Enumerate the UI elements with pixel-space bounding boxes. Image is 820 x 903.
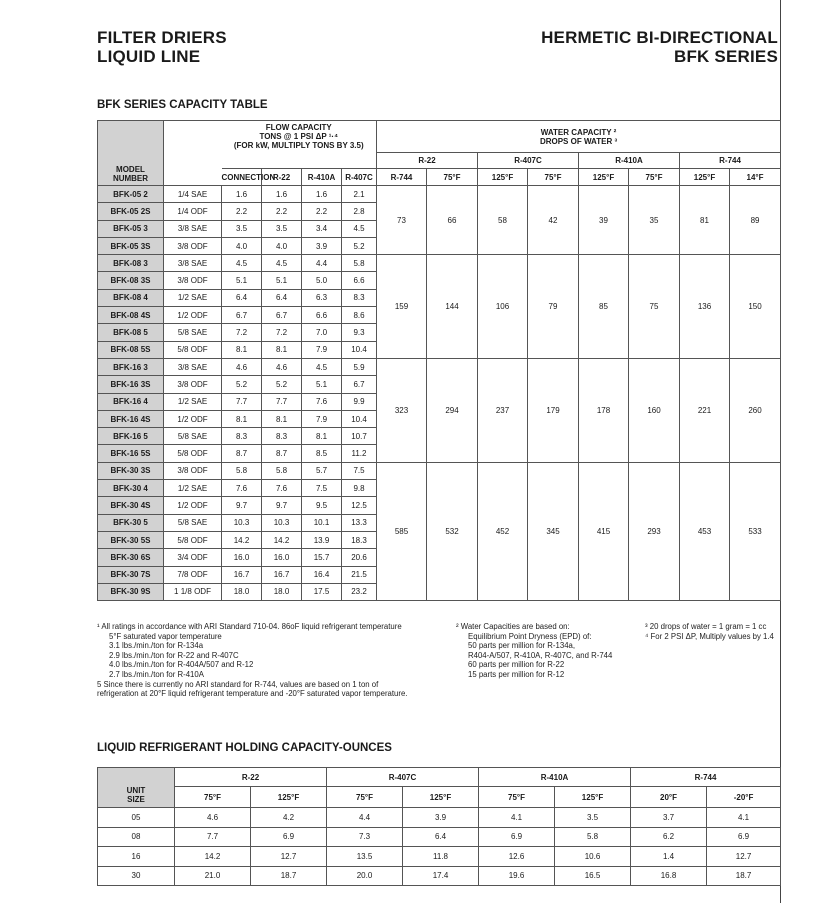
flow-capacity-cell: 6.4 xyxy=(262,289,302,306)
flow-capacity-cell: 18.0 xyxy=(222,583,262,600)
water-capacity-cell: 294 xyxy=(427,358,478,462)
table-row xyxy=(98,255,781,272)
flow-capacity-cell: 7.7 xyxy=(262,393,302,410)
model-number-cell: BFK-30 9S xyxy=(98,583,164,600)
flow-capacity-cell: 2.2 xyxy=(222,203,262,220)
model-number-cell: BFK-30 3S xyxy=(98,462,164,479)
model-number-cell: BFK-16 3S xyxy=(98,376,164,393)
model-number-cell: BFK-30 5S xyxy=(98,531,164,548)
capacity-table-title: BFK SERIES CAPACITY TABLE xyxy=(97,99,268,111)
connection-cell: 1/2 SAE xyxy=(164,480,222,497)
flow-capacity-cell: 6.7 xyxy=(222,307,262,324)
flow-capacity-cell: 8.3 xyxy=(342,289,377,306)
flow-capacity-cell: 4.5 xyxy=(342,220,377,237)
flow-capacity-cell: 9.5 xyxy=(302,497,342,514)
unit-size-cell: 05 xyxy=(98,808,175,828)
holding-refrigerant-header: R-407C xyxy=(327,768,479,787)
holding-capacity-cell: 11.8 xyxy=(403,847,479,867)
flow-capacity-cell: 1.6 xyxy=(302,186,342,203)
connection-cell: 5/8 SAE xyxy=(164,324,222,341)
holding-capacity-cell: 4.1 xyxy=(707,808,781,828)
water-capacity-header xyxy=(377,121,781,153)
water-capacity-cell: 415 xyxy=(579,462,629,600)
table-row xyxy=(98,808,781,828)
flow-capacity-cell: 7.6 xyxy=(262,480,302,497)
header-title-series: BFK SERIES xyxy=(673,47,778,66)
flow-capacity-cell: 13.3 xyxy=(342,514,377,531)
connection-cell: 3/8 ODF xyxy=(164,462,222,479)
model-number-cell: BFK-16 4S xyxy=(98,410,164,427)
water-capacity-cell: 237 xyxy=(478,358,528,462)
model-number-cell: BFK-30 4S xyxy=(98,497,164,514)
water-capacity-cell: 144 xyxy=(427,255,478,359)
water-refrigerant-header: R-22 xyxy=(377,153,478,169)
footnote-line: refrigeration at 20°F liquid refrigerant temperature and -20°F saturated vapor temperature. xyxy=(97,689,408,699)
flow-capacity-cell: 9.3 xyxy=(342,324,377,341)
footnote-line: 2.9 lbs./min./ton for R-22 and R-407C xyxy=(109,650,239,660)
flow-capacity-cell: 3.5 xyxy=(222,220,262,237)
connection-cell: 3/8 SAE xyxy=(164,255,222,272)
holding-capacity-table xyxy=(97,767,781,886)
flow-capacity-cell: 12.5 xyxy=(342,497,377,514)
water-refrigerant-header: R-407C xyxy=(478,153,579,169)
flow-capacity-cell: 5.8 xyxy=(342,255,377,272)
footnote-line: R404-A/507, R-410A, R-407C, and R-744 xyxy=(468,650,613,660)
holding-capacity-cell: 7.7 xyxy=(175,827,251,847)
water-refrigerant-header: R-410A xyxy=(579,153,680,169)
connection-cell: 5/8 ODF xyxy=(164,531,222,548)
holding-capacity-cell: 4.1 xyxy=(479,808,555,828)
flow-capacity-cell: 2.2 xyxy=(262,203,302,220)
water-capacity-cell: 453 xyxy=(680,462,730,600)
connection-cell: 1/2 SAE xyxy=(164,289,222,306)
document-header-left xyxy=(97,28,227,66)
model-number-cell: BFK-30 5 xyxy=(98,514,164,531)
flow-capacity-cell: 4.0 xyxy=(262,237,302,254)
flow-capacity-cell: 8.1 xyxy=(262,341,302,358)
water-temp-header: 125°F xyxy=(579,169,629,186)
flow-capacity-cell: 6.3 xyxy=(302,289,342,306)
flow-capacity-cell: 1.6 xyxy=(222,186,262,203)
connection-header: CONNECTION xyxy=(222,169,262,186)
holding-temp-header: 75°F xyxy=(327,787,403,808)
water-temp-header: 75°F xyxy=(528,169,579,186)
flow-capacity-cell: 10.4 xyxy=(342,341,377,358)
flow-capacity-cell: 10.4 xyxy=(342,410,377,427)
table-row xyxy=(98,866,781,886)
flow-capacity-cell: 4.0 xyxy=(222,237,262,254)
flow-refrigerant-header: R-744 xyxy=(377,169,427,186)
holding-temp-header: 75°F xyxy=(175,787,251,808)
model-number-cell: BFK-30 6S xyxy=(98,549,164,566)
water-capacity-cell: 585 xyxy=(377,462,427,600)
flow-capacity-cell: 18.3 xyxy=(342,531,377,548)
flow-capacity-cell: 16.7 xyxy=(262,566,302,583)
holding-capacity-cell: 4.4 xyxy=(327,808,403,828)
holding-temp-header: 125°F xyxy=(403,787,479,808)
water-temp-header: 14°F xyxy=(730,169,781,186)
model-number-cell: BFK-30 4 xyxy=(98,480,164,497)
connection-cell: 5/8 SAE xyxy=(164,514,222,531)
flow-capacity-cell: 14.2 xyxy=(262,531,302,548)
model-number-cell: BFK-16 4 xyxy=(98,393,164,410)
model-number-cell: BFK-08 5 xyxy=(98,324,164,341)
footnote-line: Equilibrium Point Dryness (EPD) of: xyxy=(468,631,592,641)
flow-capacity-cell: 17.5 xyxy=(302,583,342,600)
flow-capacity-cell: 6.7 xyxy=(342,376,377,393)
holding-capacity-cell: 12.7 xyxy=(251,847,327,867)
flow-capacity-cell: 9.7 xyxy=(222,497,262,514)
holding-capacity-cell: 12.6 xyxy=(479,847,555,867)
flow-capacity-cell: 4.5 xyxy=(302,358,342,375)
holding-temp-header: 20°F xyxy=(631,787,707,808)
water-capacity-cell: 178 xyxy=(579,358,629,462)
model-number-header: MODEL NUMBER xyxy=(98,121,164,186)
flow-capacity-cell: 5.1 xyxy=(262,272,302,289)
connection-cell: 3/8 ODF xyxy=(164,237,222,254)
flow-capacity-cell: 5.2 xyxy=(342,237,377,254)
water-capacity-cell: 221 xyxy=(680,358,730,462)
flow-capacity-cell: 7.9 xyxy=(302,410,342,427)
flow-capacity-cell: 7.0 xyxy=(302,324,342,341)
holding-capacity-cell: 10.6 xyxy=(555,847,631,867)
flow-capacity-cell: 2.2 xyxy=(302,203,342,220)
holding-capacity-cell: 16.8 xyxy=(631,866,707,886)
header-title-hermetic: HERMETIC BI-DIRECTIONAL xyxy=(541,28,778,47)
unit-size-header: UNIT SIZE xyxy=(98,768,175,808)
flow-capacity-cell: 8.1 xyxy=(222,341,262,358)
footnotes-conversion xyxy=(645,622,774,641)
flow-capacity-cell: 5.7 xyxy=(302,462,342,479)
connection-cell: 3/8 SAE xyxy=(164,358,222,375)
flow-header-line3: (FOR kW, MULTIPLY TONS BY 3.5) xyxy=(233,141,364,151)
water-temp-header: 75°F xyxy=(427,169,478,186)
holding-capacity-cell: 19.6 xyxy=(479,866,555,886)
flow-capacity-cell: 16.4 xyxy=(302,566,342,583)
flow-capacity-cell: 6.6 xyxy=(302,307,342,324)
flow-capacity-cell: 10.3 xyxy=(222,514,262,531)
model-number-cell: BFK-05 2 xyxy=(98,186,164,203)
holding-capacity-cell: 6.9 xyxy=(479,827,555,847)
water-temp-header: 75°F xyxy=(629,169,680,186)
flow-capacity-cell: 11.2 xyxy=(342,445,377,462)
connection-cell: 5/8 SAE xyxy=(164,428,222,445)
holding-capacity-cell: 4.2 xyxy=(251,808,327,828)
water-capacity-cell: 35 xyxy=(629,186,680,255)
holding-temp-header: 125°F xyxy=(251,787,327,808)
footnote-line: 4.0 lbs./min./ton for R-404A/507 and R-12 xyxy=(109,660,254,670)
flow-refrigerant-header: R-410A xyxy=(302,169,342,186)
connection-cell: 3/8 ODF xyxy=(164,376,222,393)
flow-capacity-cell: 6.7 xyxy=(262,307,302,324)
table-row xyxy=(98,847,781,867)
footnote-line: 50 parts per million for R-134a, xyxy=(468,641,576,651)
water-refrigerant-header: R-744 xyxy=(680,153,781,169)
flow-capacity-cell: 8.6 xyxy=(342,307,377,324)
model-number-cell: BFK-08 3S xyxy=(98,272,164,289)
flow-capacity-cell: 9.7 xyxy=(262,497,302,514)
footnote-line: 15 parts per million for R-12 xyxy=(468,669,565,679)
flow-capacity-cell: 3.9 xyxy=(302,237,342,254)
footnote-line: 5°F saturated vapor temperature xyxy=(109,631,222,641)
model-number-cell: BFK-16 3 xyxy=(98,358,164,375)
flow-refrigerant-header: R-407C xyxy=(342,169,377,186)
flow-capacity-cell: 9.9 xyxy=(342,393,377,410)
flow-capacity-cell: 21.5 xyxy=(342,566,377,583)
water-capacity-cell: 106 xyxy=(478,255,528,359)
holding-capacity-cell: 4.6 xyxy=(175,808,251,828)
flow-capacity-cell: 8.1 xyxy=(302,428,342,445)
flow-capacity-cell: 7.5 xyxy=(342,462,377,479)
connection-cell: 1/2 ODF xyxy=(164,497,222,514)
flow-capacity-cell: 8.1 xyxy=(222,410,262,427)
flow-capacity-cell: 7.5 xyxy=(302,480,342,497)
model-number-cell: BFK-08 4 xyxy=(98,289,164,306)
model-number-cell: BFK-30 7S xyxy=(98,566,164,583)
connection-cell: 1 1/8 ODF xyxy=(164,583,222,600)
footnote-line: 5 Since there is currently no ARI standard for R-744, values are based on 1 ton of xyxy=(97,679,379,689)
connection-cell: 3/8 SAE xyxy=(164,220,222,237)
model-number-cell: BFK-08 4S xyxy=(98,307,164,324)
header-title-liquid-line: LIQUID LINE xyxy=(97,47,201,66)
connection-cell: 1/2 SAE xyxy=(164,393,222,410)
flow-capacity-cell: 5.1 xyxy=(302,376,342,393)
flow-capacity-cell: 18.0 xyxy=(262,583,302,600)
water-capacity-cell: 260 xyxy=(730,358,781,462)
table-row xyxy=(98,827,781,847)
flow-capacity-cell: 5.2 xyxy=(262,376,302,393)
flow-capacity-cell: 15.7 xyxy=(302,549,342,566)
water-capacity-cell: 159 xyxy=(377,255,427,359)
connection-cell: 7/8 ODF xyxy=(164,566,222,583)
water-capacity-cell: 39 xyxy=(579,186,629,255)
model-number-cell: BFK-05 3 xyxy=(98,220,164,237)
capacity-table xyxy=(97,120,781,601)
water-capacity-cell: 73 xyxy=(377,186,427,255)
holding-capacity-cell: 16.5 xyxy=(555,866,631,886)
connection-cell: 3/8 ODF xyxy=(164,272,222,289)
model-number-cell: BFK-08 3 xyxy=(98,255,164,272)
holding-capacity-cell: 6.9 xyxy=(251,827,327,847)
connection-cell: 5/8 ODF xyxy=(164,341,222,358)
model-number-cell: BFK-08 5S xyxy=(98,341,164,358)
holding-capacity-cell: 18.7 xyxy=(707,866,781,886)
flow-capacity-cell: 8.3 xyxy=(222,428,262,445)
water-capacity-cell: 85 xyxy=(579,255,629,359)
water-capacity-cell: 533 xyxy=(730,462,781,600)
footnote-line: 3.1 lbs./min./ton for R-134a xyxy=(109,641,204,651)
flow-capacity-cell: 3.5 xyxy=(262,220,302,237)
water-capacity-cell: 345 xyxy=(528,462,579,600)
flow-capacity-cell: 10.7 xyxy=(342,428,377,445)
footnote-line: ¹ All ratings in accordance with ARI Standard 710-04. 86oF liquid refrigerant temperature xyxy=(97,622,402,631)
water-temp-header: 125°F xyxy=(680,169,730,186)
flow-capacity-cell: 5.2 xyxy=(222,376,262,393)
model-number-cell: BFK-16 5 xyxy=(98,428,164,445)
flow-capacity-cell: 7.2 xyxy=(222,324,262,341)
connection-cell: 1/4 ODF xyxy=(164,203,222,220)
footnote-line: ² Water Capacities are based on: xyxy=(456,622,570,631)
flow-capacity-cell: 23.2 xyxy=(342,583,377,600)
connection-cell: 3/4 ODF xyxy=(164,549,222,566)
flow-capacity-cell: 14.2 xyxy=(222,531,262,548)
water-capacity-cell: 160 xyxy=(629,358,680,462)
flow-capacity-cell: 5.8 xyxy=(262,462,302,479)
water-capacity-cell: 179 xyxy=(528,358,579,462)
holding-capacity-cell: 6.4 xyxy=(403,827,479,847)
holding-temp-header: 75°F xyxy=(479,787,555,808)
footnote-line: 60 parts per million for R-22 xyxy=(468,660,565,670)
holding-capacity-cell: 5.8 xyxy=(555,827,631,847)
holding-capacity-cell: 6.2 xyxy=(631,827,707,847)
holding-refrigerant-header: R-22 xyxy=(175,768,327,787)
flow-capacity-cell: 8.5 xyxy=(302,445,342,462)
holding-capacity-cell: 3.9 xyxy=(403,808,479,828)
flow-capacity-cell: 4.4 xyxy=(302,255,342,272)
flow-capacity-cell: 10.1 xyxy=(302,514,342,531)
water-header-line1: WATER CAPACITY ² xyxy=(540,127,617,137)
holding-capacity-cell: 12.7 xyxy=(707,847,781,867)
flow-capacity-cell: 5.0 xyxy=(302,272,342,289)
holding-table-title: LIQUID REFRIGERANT HOLDING CAPACITY-OUNCES xyxy=(97,742,392,754)
flow-capacity-cell: 7.6 xyxy=(302,393,342,410)
flow-capacity-cell: 7.2 xyxy=(262,324,302,341)
flow-capacity-cell: 20.6 xyxy=(342,549,377,566)
unit-size-cell: 16 xyxy=(98,847,175,867)
water-capacity-cell: 75 xyxy=(629,255,680,359)
water-temp-header: 125°F xyxy=(478,169,528,186)
flow-capacity-cell: 16.0 xyxy=(262,549,302,566)
footnotes-ratings xyxy=(97,622,407,699)
flow-capacity-cell: 2.8 xyxy=(342,203,377,220)
water-header-line2: DROPS OF WATER ³ xyxy=(539,136,618,146)
flow-capacity-cell: 7.7 xyxy=(222,393,262,410)
flow-capacity-cell: 4.5 xyxy=(262,255,302,272)
table-row xyxy=(98,186,781,203)
flow-capacity-cell: 7.9 xyxy=(302,341,342,358)
flow-capacity-cell: 13.9 xyxy=(302,531,342,548)
holding-refrigerant-header: R-744 xyxy=(631,768,781,787)
unit-size-cell: 08 xyxy=(98,827,175,847)
table-row xyxy=(98,462,781,479)
connection-cell: 1/2 ODF xyxy=(164,410,222,427)
holding-capacity-cell: 3.5 xyxy=(555,808,631,828)
water-capacity-cell: 89 xyxy=(730,186,781,255)
flow-refrigerant-header: R-22 xyxy=(262,169,302,186)
model-number-cell: BFK-16 5S xyxy=(98,445,164,462)
water-capacity-cell: 323 xyxy=(377,358,427,462)
water-capacity-cell: 58 xyxy=(478,186,528,255)
water-capacity-cell: 136 xyxy=(680,255,730,359)
holding-temp-header: 125°F xyxy=(555,787,631,808)
water-capacity-cell: 79 xyxy=(528,255,579,359)
flow-capacity-cell: 2.1 xyxy=(342,186,377,203)
holding-capacity-cell: 18.7 xyxy=(251,866,327,886)
table-row xyxy=(98,358,781,375)
connection-cell: 1/4 SAE xyxy=(164,186,222,203)
flow-capacity-cell: 3.4 xyxy=(302,220,342,237)
flow-header-line2: TONS @ 1 PSI ΔP ¹·⁴ xyxy=(259,132,339,142)
flow-capacity-cell: 1.6 xyxy=(262,186,302,203)
holding-capacity-cell: 17.4 xyxy=(403,866,479,886)
document-header-right xyxy=(541,28,778,66)
model-number-cell: BFK-05 3S xyxy=(98,237,164,254)
flow-capacity-cell: 5.8 xyxy=(222,462,262,479)
flow-capacity-cell: 4.5 xyxy=(222,255,262,272)
connection-cell: 1/2 ODF xyxy=(164,307,222,324)
holding-capacity-cell: 13.5 xyxy=(327,847,403,867)
flow-capacity-cell: 7.6 xyxy=(222,480,262,497)
water-capacity-cell: 66 xyxy=(427,186,478,255)
flow-capacity-cell: 4.6 xyxy=(222,358,262,375)
holding-capacity-cell: 21.0 xyxy=(175,866,251,886)
connection-cell: 5/8 ODF xyxy=(164,445,222,462)
flow-capacity-cell: 16.0 xyxy=(222,549,262,566)
holding-capacity-cell: 3.7 xyxy=(631,808,707,828)
holding-capacity-cell: 20.0 xyxy=(327,866,403,886)
flow-header-line1: FLOW CAPACITY xyxy=(265,123,332,133)
holding-capacity-cell: 7.3 xyxy=(327,827,403,847)
flow-capacity-cell: 6.6 xyxy=(342,272,377,289)
holding-temp-header: -20°F xyxy=(707,787,781,808)
flow-capacity-cell: 5.9 xyxy=(342,358,377,375)
holding-capacity-cell: 14.2 xyxy=(175,847,251,867)
water-capacity-cell: 293 xyxy=(629,462,680,600)
flow-capacity-header xyxy=(222,121,377,153)
holding-capacity-cell: 1.4 xyxy=(631,847,707,867)
flow-capacity-cell: 6.4 xyxy=(222,289,262,306)
flow-capacity-cell: 8.7 xyxy=(262,445,302,462)
water-capacity-cell: 150 xyxy=(730,255,781,359)
water-capacity-cell: 42 xyxy=(528,186,579,255)
holding-capacity-cell: 6.9 xyxy=(707,827,781,847)
flow-capacity-cell: 8.3 xyxy=(262,428,302,445)
flow-capacity-cell: 5.1 xyxy=(222,272,262,289)
footnote-line: ³ 20 drops of water = 1 gram = 1 cc xyxy=(645,622,767,631)
flow-capacity-cell: 8.1 xyxy=(262,410,302,427)
holding-refrigerant-header: R-410A xyxy=(479,768,631,787)
footnote-line: ⁴ For 2 PSI ΔP, Multiply values by 1.4 xyxy=(645,631,774,641)
flow-capacity-cell: 4.6 xyxy=(262,358,302,375)
footnote-line: 2.7 lbs./min./ton for R-410A xyxy=(109,669,204,679)
flow-capacity-cell: 9.8 xyxy=(342,480,377,497)
flow-capacity-cell: 10.3 xyxy=(262,514,302,531)
flow-capacity-cell: 8.7 xyxy=(222,445,262,462)
model-number-cell: BFK-05 2S xyxy=(98,203,164,220)
water-capacity-cell: 532 xyxy=(427,462,478,600)
unit-size-cell: 30 xyxy=(98,866,175,886)
flow-capacity-cell: 16.7 xyxy=(222,566,262,583)
footnotes-water-capacity xyxy=(456,622,612,680)
header-title-filter-driers: FILTER DRIERS xyxy=(97,28,227,47)
water-capacity-cell: 81 xyxy=(680,186,730,255)
water-capacity-cell: 452 xyxy=(478,462,528,600)
